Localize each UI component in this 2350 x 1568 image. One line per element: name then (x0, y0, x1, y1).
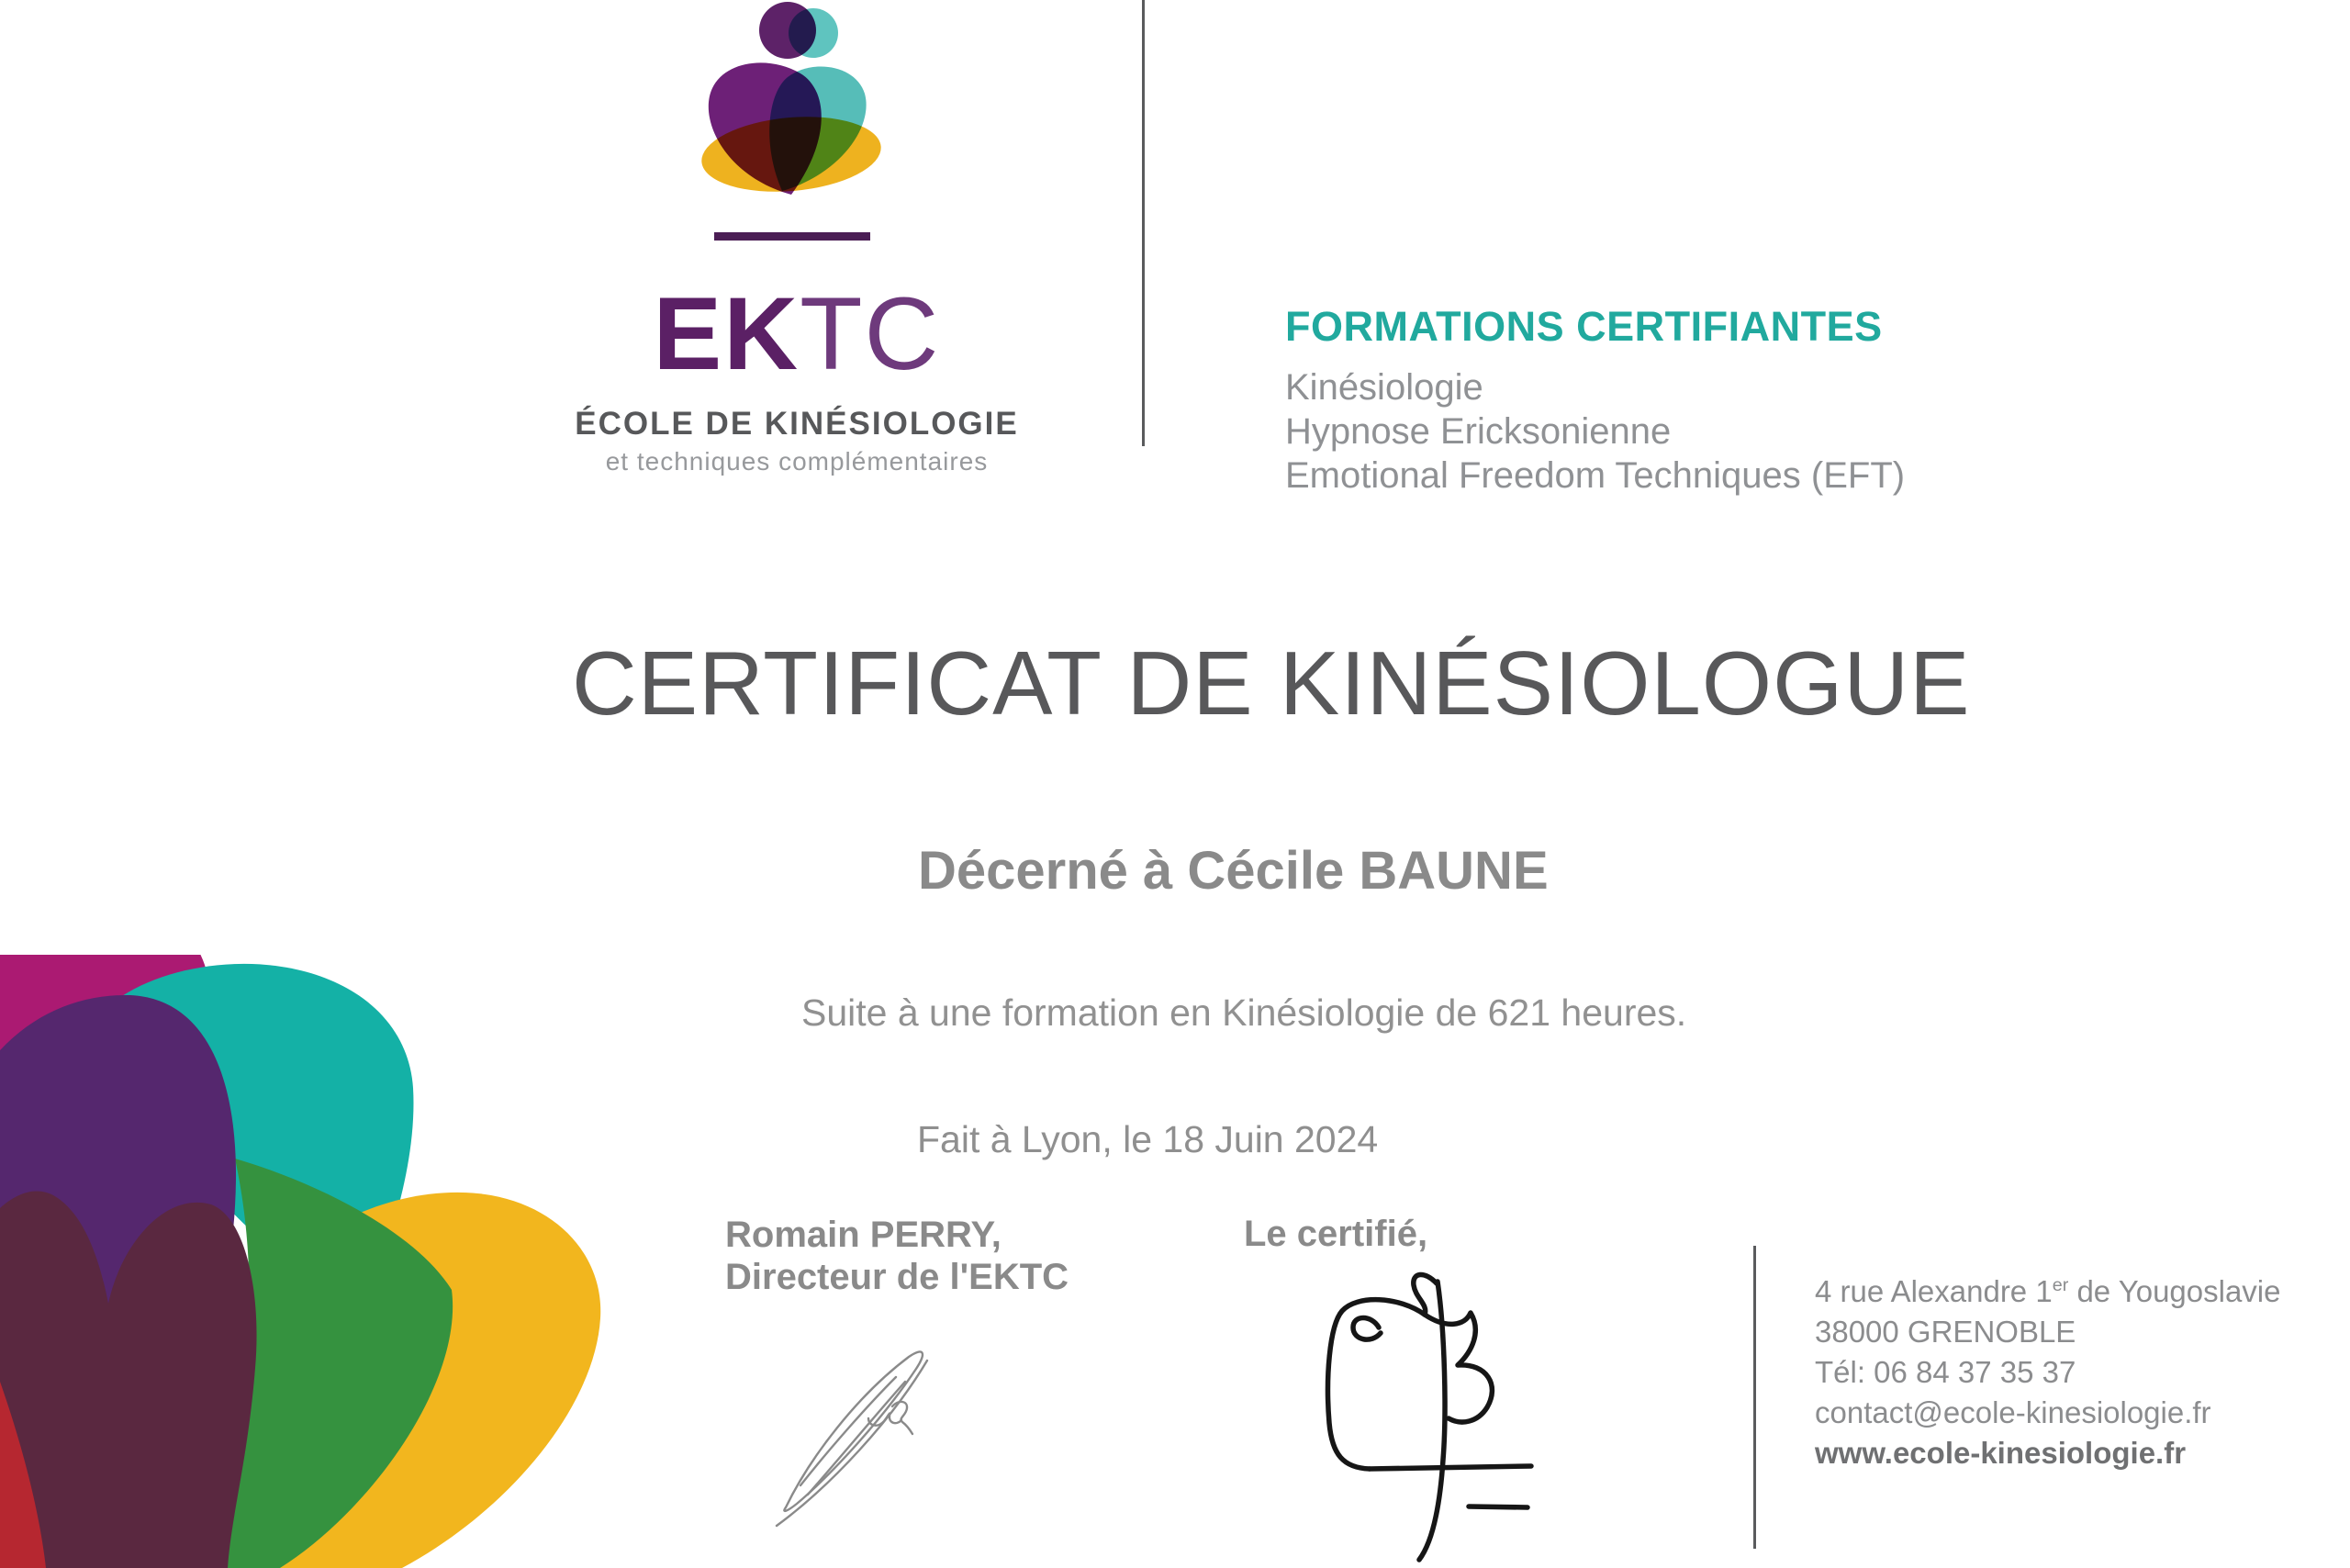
brand-wordmark (588, 276, 1006, 391)
wordmark-tc: TC (800, 276, 941, 391)
certified-label: Le certifié, (1244, 1214, 1428, 1254)
director-block (725, 1214, 1069, 1298)
school-tagline: et techniques complémentaires (605, 447, 989, 476)
email-line: contact@ecole-kinesiologie.fr (1815, 1395, 2211, 1429)
program-item: Hypnose Ericksonienne (1285, 411, 1672, 452)
wordmark-ek: EK (653, 276, 800, 391)
programs-block (1285, 303, 1905, 498)
program-item: Emotional Freedom Techniques (EFT) (1285, 455, 1906, 496)
address-city: 38000 GRENOBLE (1815, 1315, 2076, 1349)
phone-line: Tél: 06 84 37 35 37 (1815, 1355, 2076, 1389)
decorative-petal-flower (0, 955, 643, 1568)
certificate-title: CERTIFICAT DE KINÉSIOLOGUE (572, 633, 1971, 734)
training-line: Suite à une formation en Kinésiologie de 621 heures. (801, 991, 1687, 1034)
contact-vertical-divider (1753, 1246, 1756, 1549)
logo-divider-rule (714, 232, 870, 241)
date-line: Fait à Lyon, le 18 Juin 2024 (917, 1118, 1379, 1160)
director-signature (762, 1331, 946, 1542)
ektc-logo-icon (670, 0, 900, 230)
certified-signature (1304, 1258, 1551, 1568)
website-line: www.ecole-kinesiologie.fr (1815, 1436, 2187, 1470)
address-street: 4 rue Alexandre 1er de Yougoslavie (1815, 1274, 2281, 1308)
director-name: Romain PERRY, (725, 1215, 1002, 1255)
contact-block (1815, 1265, 2281, 1473)
program-item: Kinésiologie (1285, 367, 1483, 408)
flower-petals (0, 955, 600, 1568)
programs-list (1285, 365, 1905, 498)
director-title: Directeur de l'EKTC (725, 1257, 1069, 1297)
school-name: ÉCOLE DE KINÉSIOLOGIE (575, 406, 1019, 442)
header-vertical-divider (1142, 0, 1145, 446)
awardee-line: Décerné à Cécile BAUNE (918, 841, 1549, 901)
programs-heading: FORMATIONS CERTIFIANTES (1285, 303, 1883, 350)
